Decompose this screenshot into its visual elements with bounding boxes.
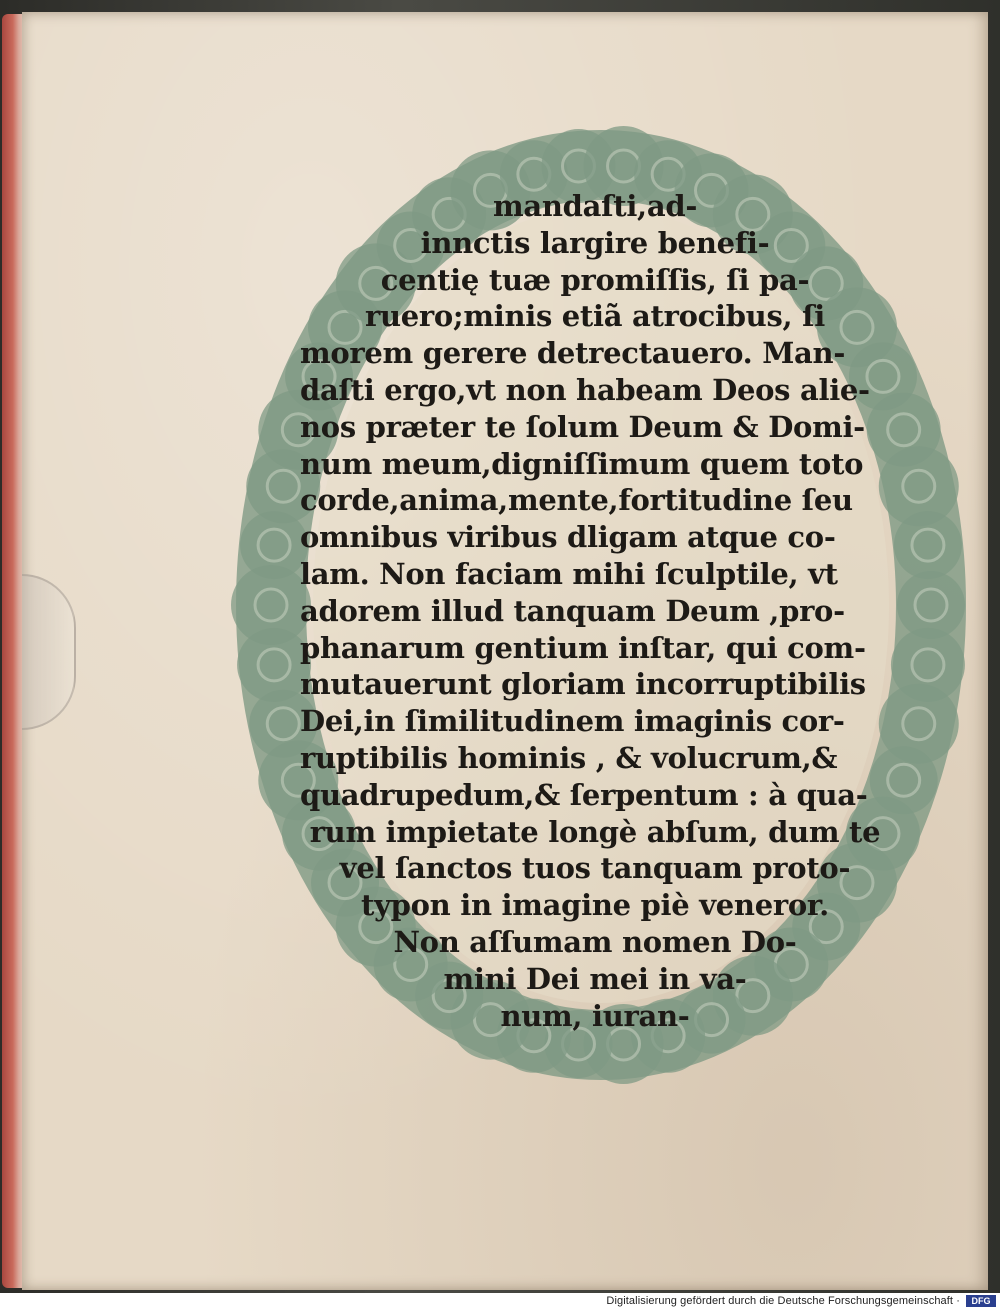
text-line: mandaſti,ad- xyxy=(492,189,698,223)
page-clip-tab xyxy=(22,574,76,730)
footer-credit: Digitalisierung gefördert durch die Deutsche Forschungsgemeinschaft · xyxy=(606,1295,960,1307)
text-line: nos præter te ſolum Deum & Domi- xyxy=(300,409,865,444)
text-line: num, iuran- xyxy=(500,998,690,1033)
text-line: mutauerunt gloriam incorruptibilis xyxy=(300,667,866,702)
text-line: lam. Non faciam mihi ſculptile, vt xyxy=(300,556,838,591)
text-line: Non aſſumam nomen Do- xyxy=(393,924,797,959)
text-line: num meum,digniſſimum quem toto xyxy=(300,446,864,481)
text-line: ruero;minis etiã atrocibus, ſi xyxy=(365,299,825,334)
text-line: rum impietate longè abſum, dum te xyxy=(309,814,881,849)
digitization-footer xyxy=(0,1293,1000,1309)
text-line: corde,anima,mente,fortitudine ſeu xyxy=(300,483,853,518)
dfg-logo: DFG xyxy=(966,1295,996,1307)
wreath-rosette xyxy=(894,511,962,579)
text-line: morem gerere detrectauero. Man- xyxy=(300,336,846,371)
text-line: innctis largire benefi- xyxy=(420,225,770,260)
text-line: quadrupedum,& ſerpentum : à qua- xyxy=(300,777,868,812)
text-line: ruptibilis hominis , & volucrum,& xyxy=(300,740,838,775)
text-line: omnibus viribus dligam atque co- xyxy=(300,520,836,555)
text-line: centię tuæ promiſſis, ſi pa- xyxy=(380,262,810,297)
text-line: typon in imagine piè veneror. xyxy=(361,888,829,923)
text-line: Dei,in ſimilitudinem imaginis cor- xyxy=(300,704,845,739)
text-line: daſti ergo,vt non habeam Deos alie- xyxy=(300,372,870,407)
page-text-block xyxy=(300,188,890,1034)
text-line: adorem illud tanquam Deum ,pro- xyxy=(300,593,845,628)
text-line: phanarum gentium inſtar, qui com- xyxy=(300,630,866,665)
text-line: vel ſanctos tuos tanquam proto- xyxy=(339,851,851,886)
text-line: mini Dei mei in va- xyxy=(443,961,747,996)
